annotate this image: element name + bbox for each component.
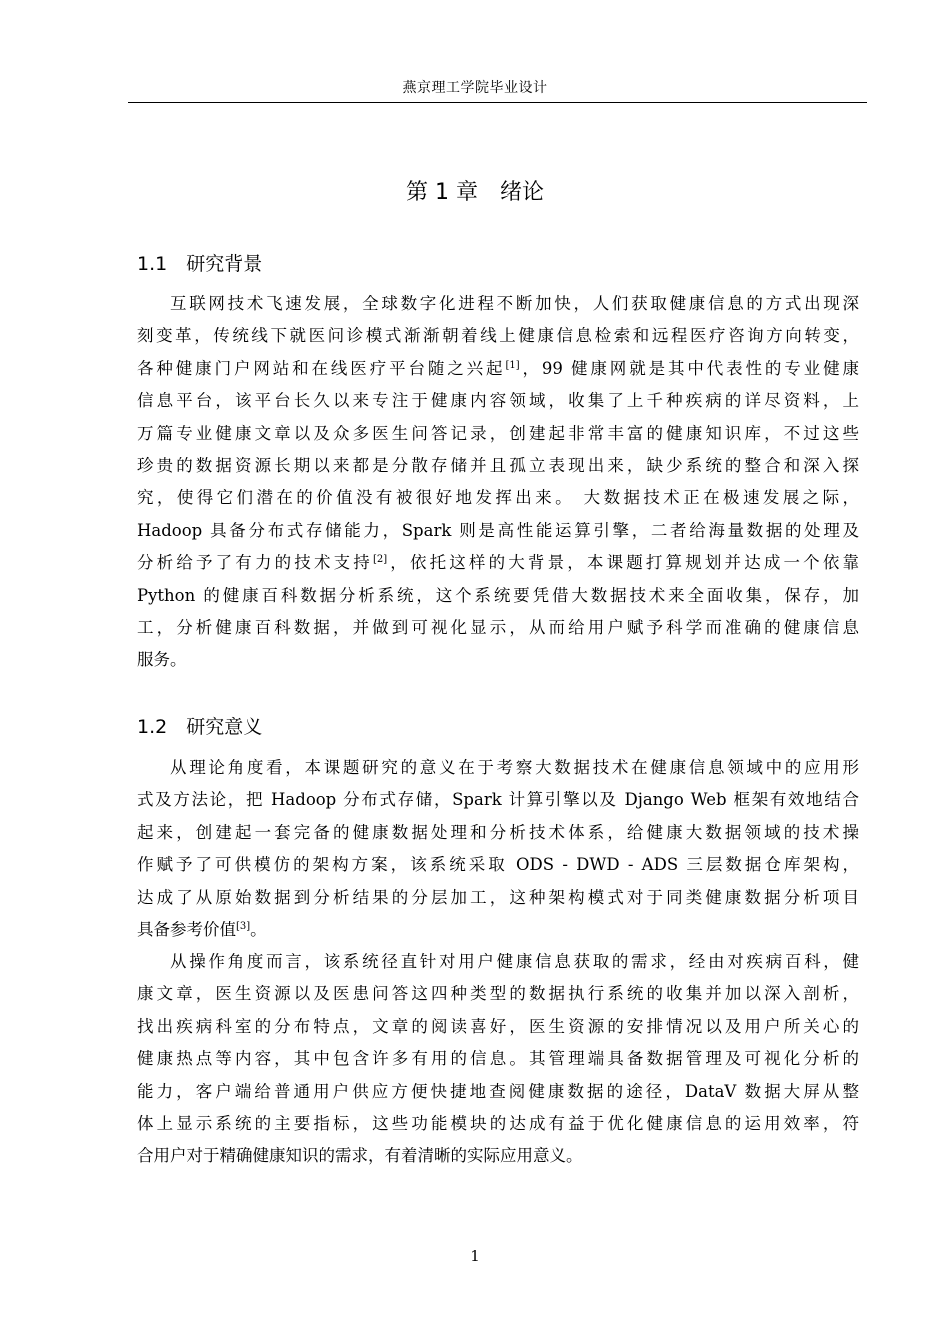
section-1-2-paragraph-2 [137,946,859,1173]
text-line: 万篇专业健康文章以及众多医生问答记录，创建起非常丰富的健康知识库，不过这些 [137,423,859,443]
section-heading-1-1: 1.1 研究背景 [137,253,263,275]
text-line: 式及方法论，把 Hadoop 分布式存储，Spark 计算引擎以及 Django Web 框架有效地结合 [137,790,859,810]
text-line: 珍贵的数据资源长期以来都是分散存储并且孤立表现出来，缺少系统的整合和深入探 [137,455,859,475]
header-divider [128,102,867,103]
text-line: 刻变革，传统线下就医问诊模式渐渐朝着线上健康信息检索和远程医疗咨询方向转变， [137,326,859,346]
text-line: 体上显示系统的主要指标，这些功能模块的达成有益于优化健康信息的运用效率，符 [137,1113,859,1133]
text-line: 作赋予了可供模仿的架构方案，该系统采取 ODS - DWD - ADS 三层数据仓库架构， [137,855,859,875]
text-line: 各种健康门户网站和在线医疗平台随之兴起[1]，99 健康网就是其中代表性的专业健康 [137,358,859,378]
text-line: 服务。 [137,650,187,670]
citation-marker: [3] [236,920,251,932]
text-line: 康文章，医生资源以及医患问答这四种类型的数据执行系统的收集并加以深入剖析， [137,984,859,1004]
text-line: 信息平台，该平台长久以来专注于健康内容领域，收集了上千种疾病的详尽资料，上 [137,391,859,411]
citation-marker: [1] [505,359,520,371]
section-heading-1-2: 1.2 研究意义 [137,716,263,738]
text-line: 分析给予了有力的技术支持[2]，依托这样的大背景，本课题打算规划并达成一个依靠 [137,553,860,573]
text-line: 具备参考价值[3]。 [137,919,267,939]
page-header: 燕京理工学院毕业设计 [402,80,548,96]
text-line: 达成了从原始数据到分析结果的分层加工，这种架构模式对于同类健康数据分析项目 [137,887,859,907]
text-line: 起来，创建起一套完备的健康数据处理和分析技术体系，给健康大数据领域的技术操 [137,822,859,842]
section-1-2-paragraph-1 [137,752,859,946]
text-line: 互联网技术飞速发展，全球数字化进程不断加快，人们获取健康信息的方式出现深 [170,294,859,313]
page-number: 1 [470,1247,480,1265]
text-line: 找出疾病科室的分布特点，文章的阅读喜好，医生资源的安排情况以及用户所关心的 [137,1016,859,1036]
text-line: 从操作角度而言，该系统径直针对用户健康信息获取的需求，经由对疾病百科，健 [170,952,859,971]
citation-marker: [2] [372,554,388,566]
text-line: 合用户对于精确健康知识的需求，有着清晰的实际应用意义。 [137,1146,583,1166]
text-line: Python 的健康百科数据分析系统，这个系统要凭借大数据技术来全面收集，保存，加 [137,585,859,605]
chapter-title: 第 1 章 绪论 [406,180,544,205]
text-line: 健康热点等内容，其中包含许多有用的信息。其管理端具备数据管理及可视化分析的 [137,1049,859,1069]
section-1-1-paragraph-1 [137,288,859,677]
text-line: 究，使得它们潜在的价值没有被很好地发挥出来。 大数据技术正在极速发展之际， [137,488,859,508]
text-line: 能力，客户端给普通用户供应方便快捷地查阅健康数据的途径，DataV 数据大屏从整 [137,1081,859,1101]
text-line: Hadoop 具备分布式存储能力，Spark 则是高性能运算引擎，二者给海量数据的处理及 [137,520,859,540]
text-line: 从理论角度看，本课题研究的意义在于考察大数据技术在健康信息领域中的应用形 [170,758,859,777]
text-line: 工，分析健康百科数据，并做到可视化显示，从而给用户赋予科学而准确的健康信息 [137,617,859,637]
